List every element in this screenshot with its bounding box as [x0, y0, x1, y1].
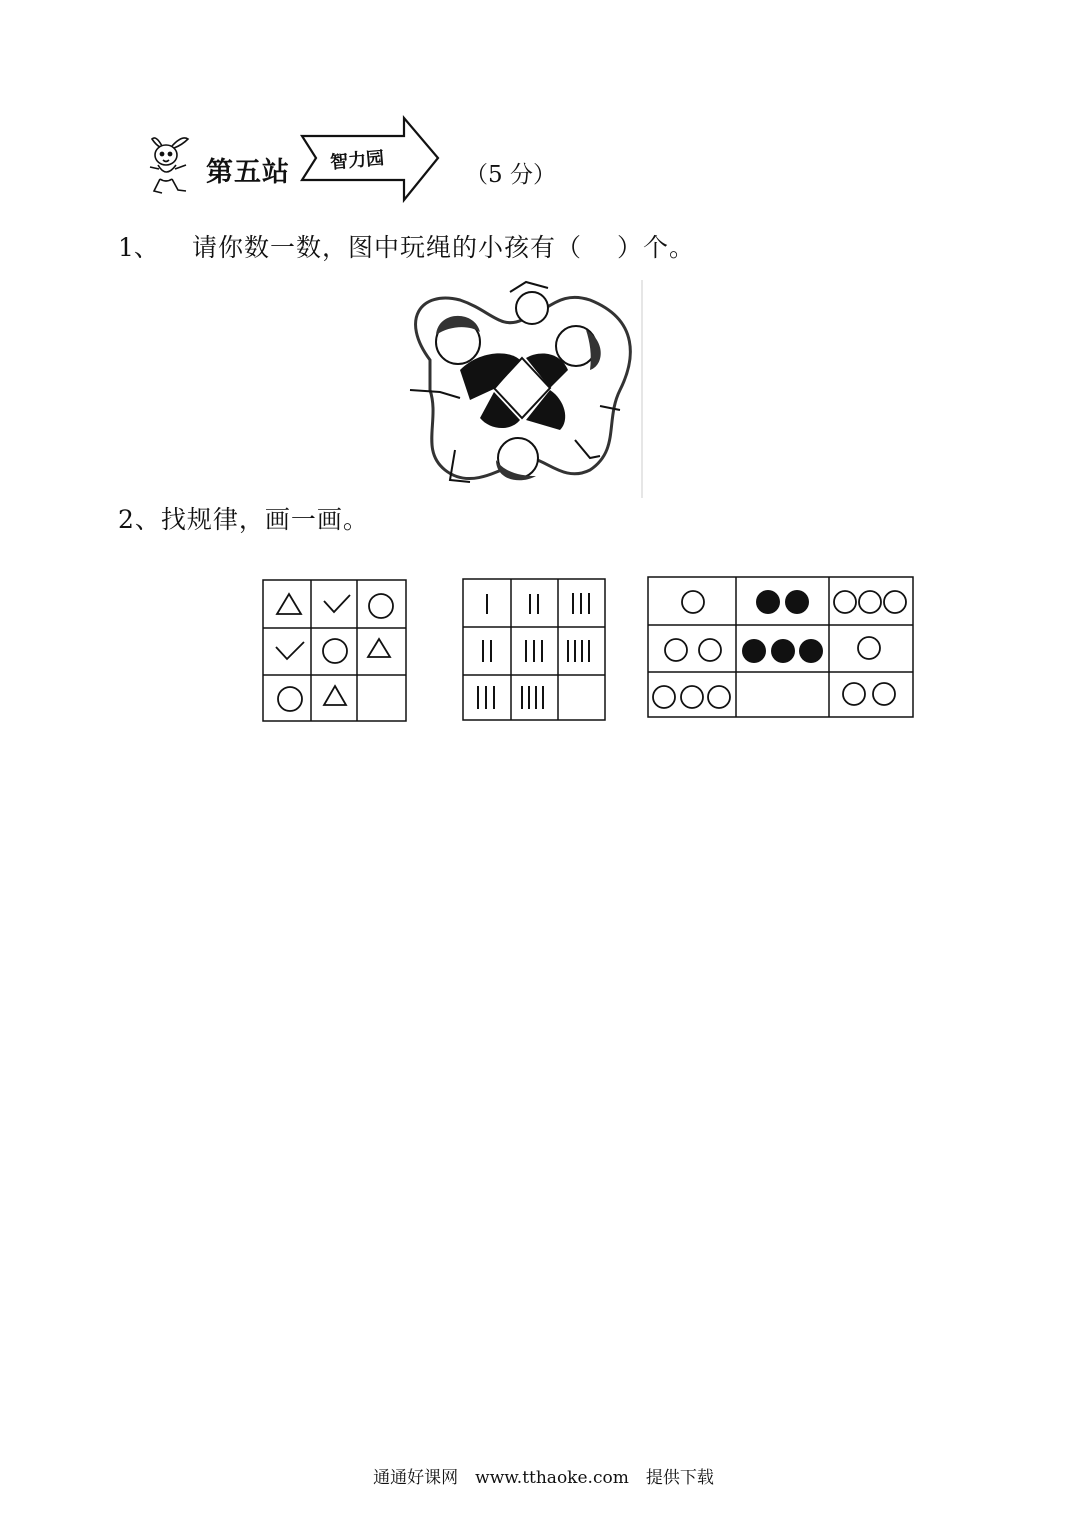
question-1-number: 1、 — [118, 233, 159, 262]
blank-answer-cell[interactable] — [737, 673, 828, 716]
pattern-grid-shapes — [262, 579, 408, 723]
filled-circle-icon — [771, 639, 795, 663]
triangle-icon — [368, 639, 390, 657]
pattern-grid-strokes — [462, 578, 607, 722]
rabbit-mascot-icon — [142, 135, 194, 197]
station-title: 第五站 — [206, 157, 290, 188]
open-circle-icon — [834, 591, 856, 613]
footer-credit: 通通好课网 www.tthaoke.com 提供下载 — [373, 1468, 714, 1488]
pattern-grid-circles — [647, 576, 915, 719]
circle-icon — [278, 687, 302, 711]
blank-answer-cell[interactable] — [559, 676, 604, 719]
open-circle-icon — [665, 639, 687, 661]
open-circle-icon — [653, 686, 675, 708]
arrow-banner-label: 智力园 — [329, 147, 385, 174]
question-1-text: 请你数一数，图中玩绳的小孩有（ ）个。 — [192, 233, 695, 262]
filled-circle-icon — [756, 590, 780, 614]
open-circle-icon — [873, 683, 895, 705]
filled-circle-icon — [785, 590, 809, 614]
open-circle-icon — [681, 686, 703, 708]
open-circle-icon — [859, 591, 881, 613]
triangle-icon — [277, 594, 301, 614]
open-circle-icon — [858, 637, 880, 659]
question-2-text: 2、找规律，画一画。 — [118, 505, 369, 534]
open-circle-icon — [843, 683, 865, 705]
filled-circle-icon — [742, 639, 766, 663]
score-label: （5 分） — [465, 162, 556, 188]
circle-icon — [323, 639, 347, 663]
check-icon — [324, 595, 350, 612]
open-circle-icon — [708, 686, 730, 708]
open-circle-icon — [884, 591, 906, 613]
check-icon — [276, 642, 304, 659]
open-circle-icon — [699, 639, 721, 661]
children-jump-rope-illustration — [400, 280, 644, 498]
circle-icon — [369, 594, 393, 618]
filled-circle-icon — [799, 639, 823, 663]
open-circle-icon — [682, 591, 704, 613]
triangle-icon — [324, 686, 346, 705]
blank-answer-cell[interactable] — [358, 676, 405, 720]
